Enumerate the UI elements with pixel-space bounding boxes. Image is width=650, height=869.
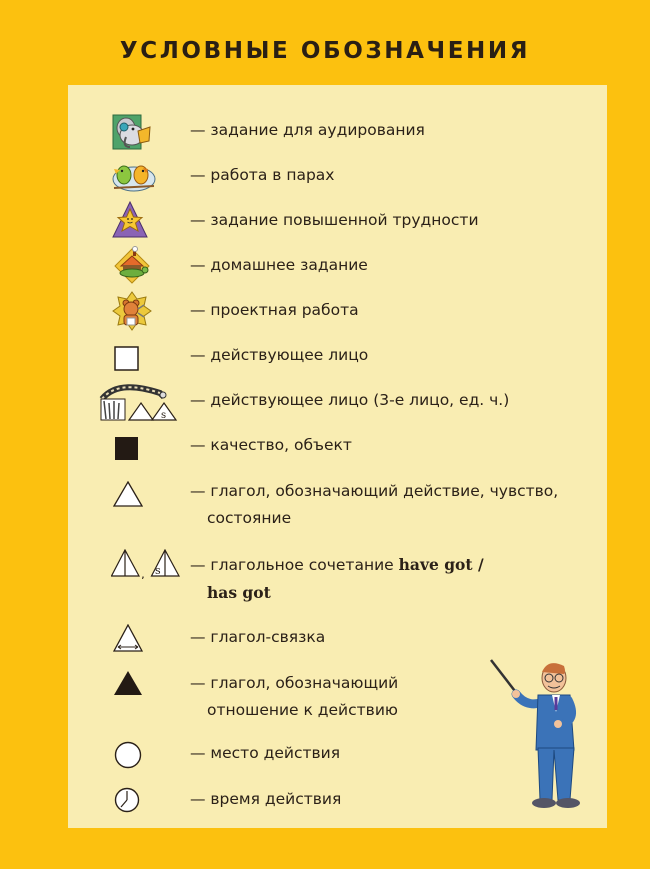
comma-separator: , — [141, 567, 145, 579]
star-triangle-icon — [112, 201, 148, 239]
two-birds-icon — [110, 160, 156, 194]
turtle-house-icon — [112, 246, 152, 286]
black-square-icon — [114, 436, 140, 462]
teacher-illustration — [488, 650, 598, 815]
legend-text: — проектная работа — [190, 301, 359, 319]
legend-text: — задание для аудирования — [190, 121, 425, 139]
legend-text: — глагол, обозначающий действие, чувство, состояние — [190, 482, 559, 527]
legend-panel — [68, 85, 607, 828]
s-label: s — [155, 564, 161, 577]
bear-scissors-icon — [112, 291, 152, 331]
legend-text: — домашнее задание — [190, 256, 368, 274]
legend-text: — качество, объект — [190, 436, 352, 454]
white-triangle-icon — [113, 481, 143, 507]
white-square-icon — [114, 346, 140, 372]
legend-text: — глагольное сочетание have got / has got — [190, 555, 484, 602]
legend-text: — глагол-связка — [190, 628, 326, 646]
elephant-headphones-icon — [112, 113, 152, 151]
clock-icon — [114, 787, 140, 813]
legend-text: — глагол, обозначающий отношение к действию — [190, 674, 399, 719]
legend-text: — работа в парах — [190, 166, 335, 184]
page-title: УСЛОВНЫЕ ОБОЗНАЧЕНИЯ — [119, 38, 531, 64]
legend-text: — место действия — [190, 744, 341, 762]
giraffe-triangles-icon — [98, 381, 188, 421]
legend-text: — задание повышенной трудности — [190, 211, 479, 229]
triangle-arrow-icon — [113, 624, 143, 652]
legend-text: — действующее лицо (3-е лицо, ед. ч.) — [190, 391, 510, 409]
s-label: s — [161, 410, 167, 421]
white-circle-icon — [114, 741, 142, 769]
legend-text: — время действия — [190, 790, 342, 808]
legend-text: — действующее лицо — [190, 346, 369, 364]
split-triangle-icon — [111, 549, 183, 579]
black-triangle-icon — [113, 670, 143, 696]
